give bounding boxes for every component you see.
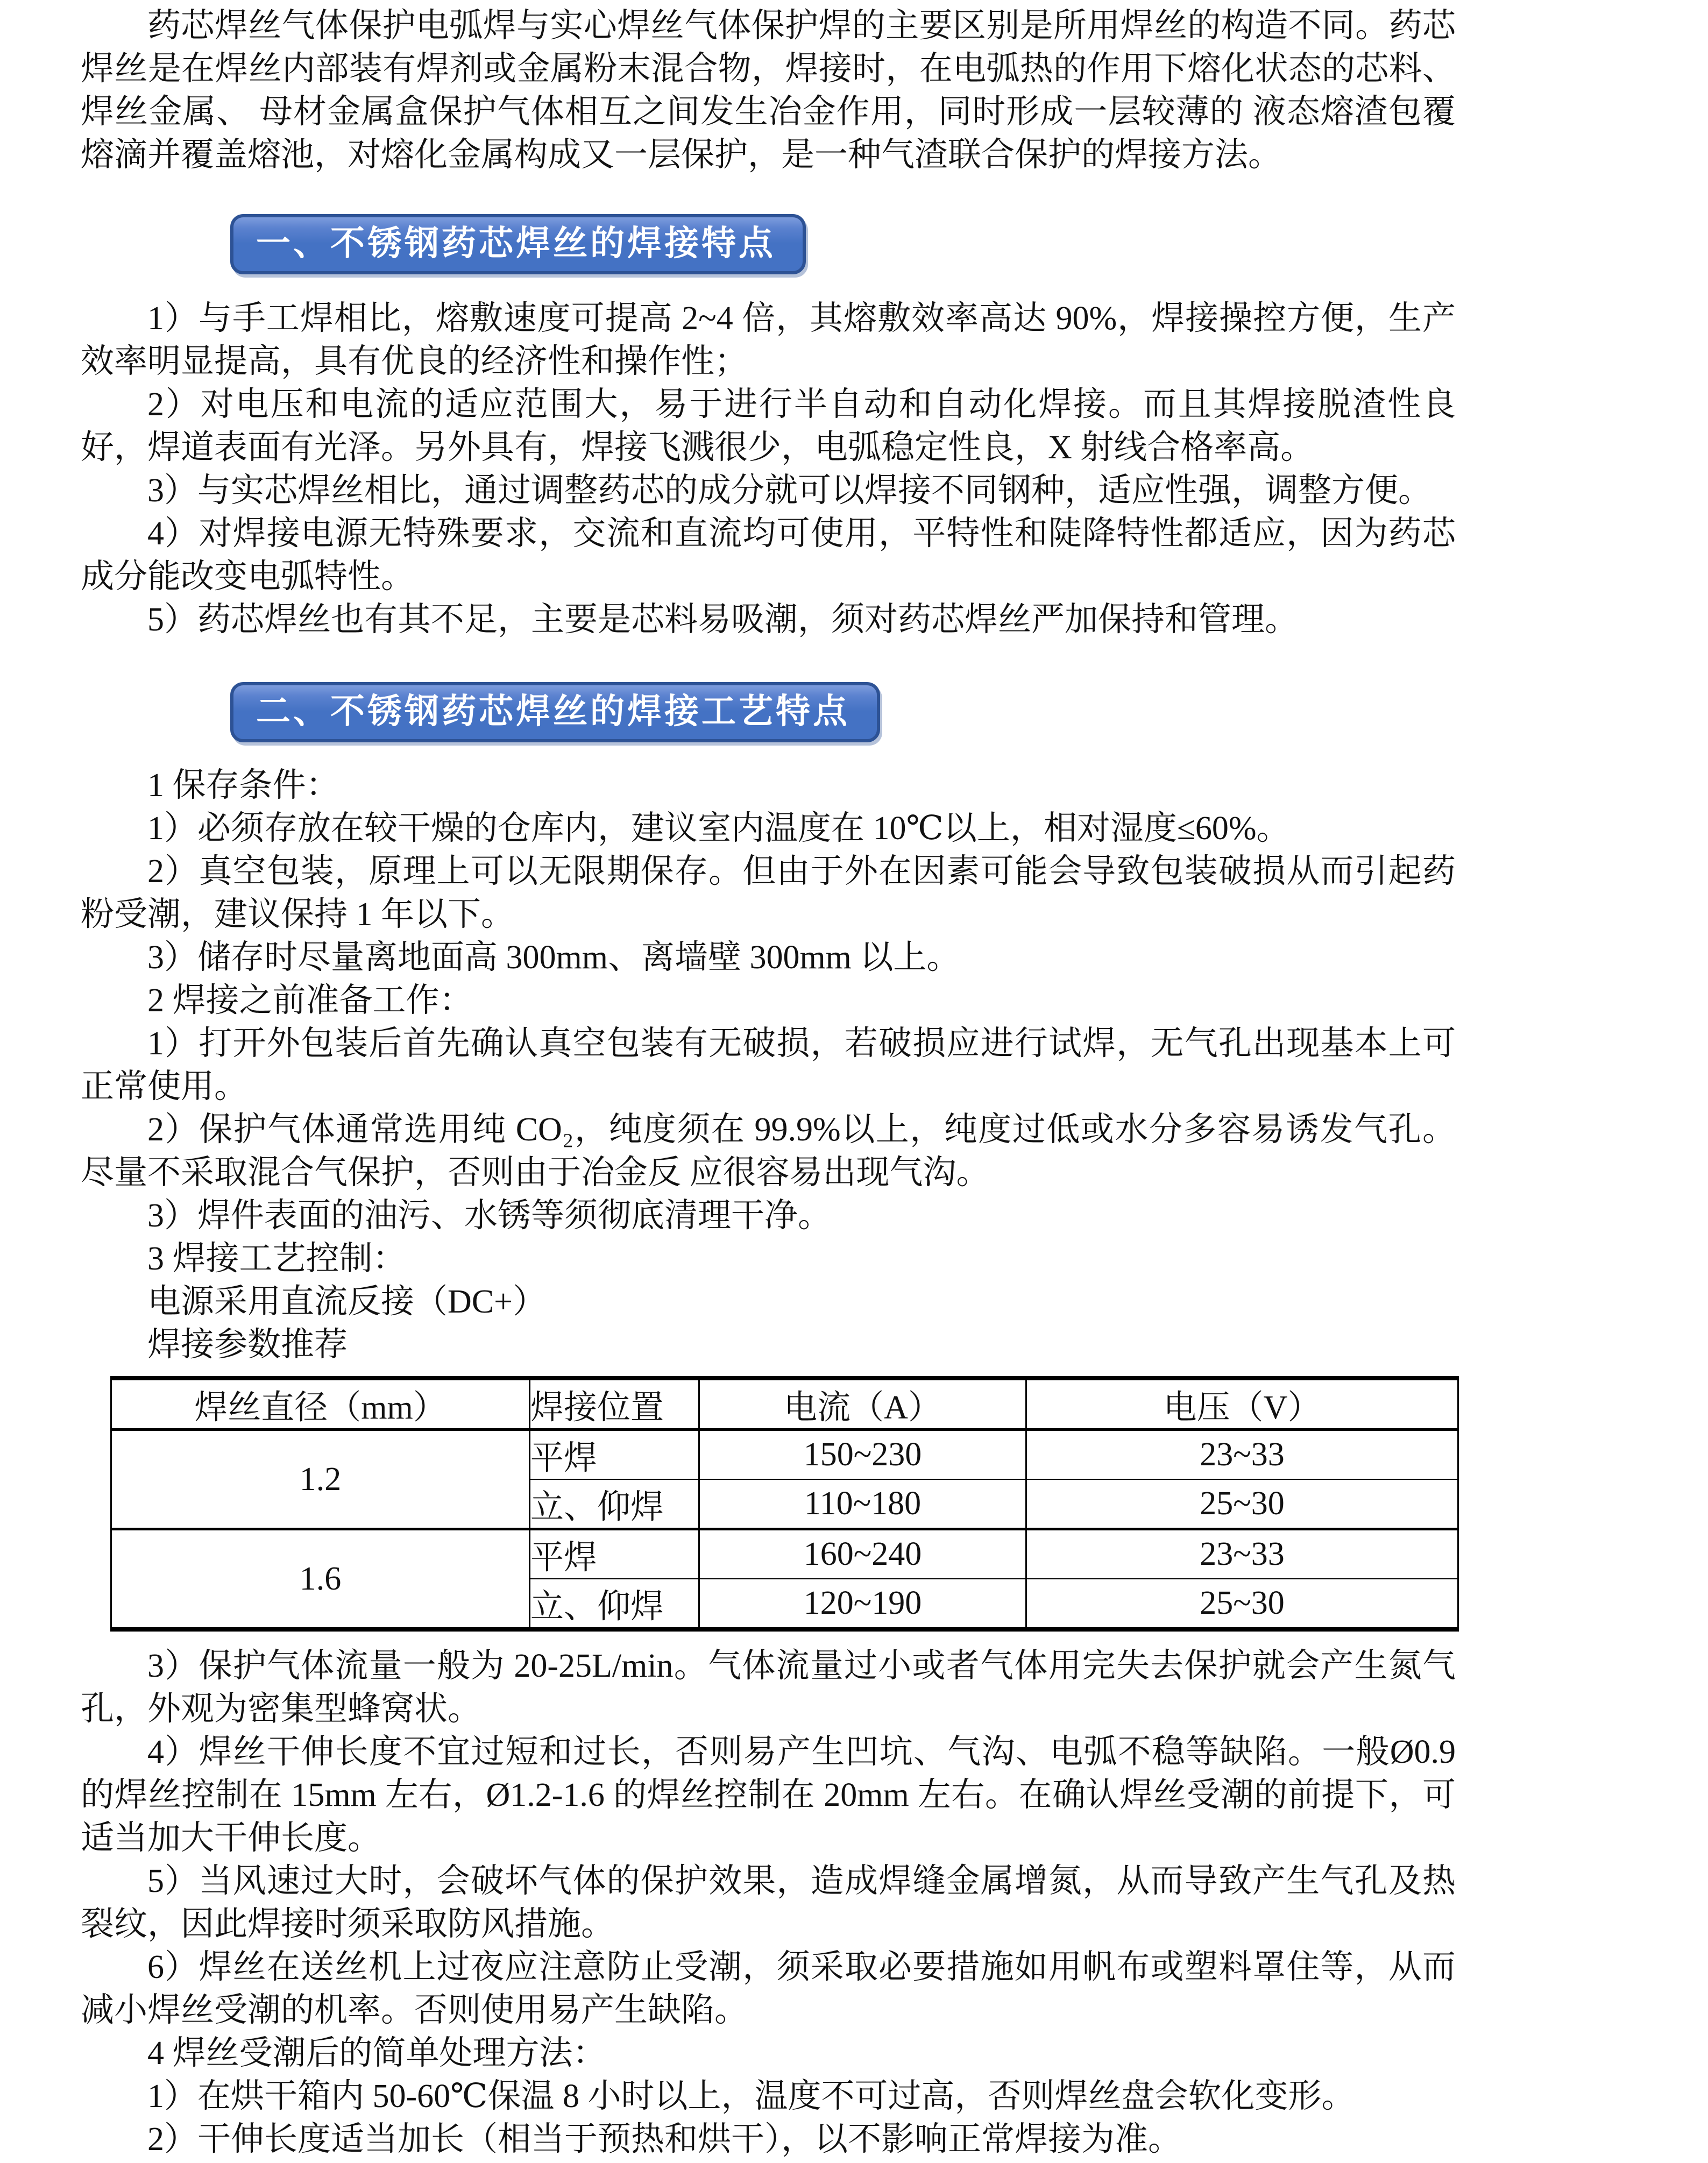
intro-paragraph: 药芯焊丝气体保护电弧焊与实心焊丝气体保护焊的主要区别是所用焊丝的构造不同。药芯焊丝是在焊丝内部装有焊剂或金属粉末混合物，焊接时，在电弧热的作用下熔化状态的芯料、焊丝金属、 母材金属盒保护气体相互之间发生冶金作用，同时形成一层较薄的 液态熔渣包覆熔滴并覆盖熔池，对熔化金属构成又一层保护，是一种气渣联合保护的焊接方法。 xyxy=(81,8,1456,173)
moisture-item-1: 1）在烘干箱内 50-60℃保温 8 小时以上，温度不可过高，否则焊丝盘会软化变形。 xyxy=(147,2078,1355,2115)
section2-heading-text: 二、不锈钢药芯焊丝的焊接工艺特点 xyxy=(256,692,850,731)
moisture-title: 4 焊丝受潮后的简单处理方法： xyxy=(147,2035,606,2072)
table-row xyxy=(111,1430,1458,1480)
position-cell: 平焊 xyxy=(530,1529,699,1579)
table-header-current: 电流（A） xyxy=(699,1378,1026,1430)
voltage-cell: 23~33 xyxy=(1026,1430,1458,1480)
document-content xyxy=(81,0,1456,2161)
prep-item-3: 3）焊件表面的油污、水锈等须彻底清理干净。 xyxy=(147,1197,832,1234)
prep-item-2: 2）保护气体通常选用纯 CO₂，纯度须在 99.9%以上，纯度过低或水分多容易诱发气孔。尽量不采取混合气保护，否则由于冶金反 应很容易出现气沟。 xyxy=(81,1111,1456,1191)
section2-heading-box xyxy=(230,682,880,742)
storage-item-2: 2）真空包装，原理上可以无限期保存。但由于外在因素可能会导致包装破损从而引起药粉受潮，建议保持 1 年以下。 xyxy=(81,853,1456,933)
table-header-voltage: 电压（V） xyxy=(1026,1378,1458,1430)
feature-item-5: 5）药芯焊丝也有其不足，主要是芯料易吸潮，须对药芯焊丝严加保持和管理。 xyxy=(147,601,1299,638)
table-caption: 焊接参数推荐 xyxy=(147,1327,348,1363)
process-item-5: 5）当风速过大时，会破坏气体的保护效果，造成焊缝金属增氮，从而导致产生气孔及热裂纹，因此焊接时须采取防风措施。 xyxy=(81,1863,1456,1942)
process-item-4: 4）焊丝干伸长度不宜过短和过长，否则易产生凹坑、气沟、电弧不稳等缺陷。一般Ø0.9 的焊丝控制在 15mm 左右，Ø1.2-1.6 的焊丝控制在 20mm 左右。在确认焊丝受潮的前提下，可适当加大干伸长度。 xyxy=(81,1734,1456,1856)
voltage-cell: 25~30 xyxy=(1026,1579,1458,1629)
process-item-6: 6）焊丝在送丝机上过夜应注意防止受潮，须采取必要措施如用帆布或塑料罩住等，从而减小焊丝受潮的机率。否则使用易产生缺陷。 xyxy=(81,1949,1456,2029)
moisture-item-2: 2）干伸长度适当加长（相当于预热和烘干），以不影响正常焊接为准。 xyxy=(147,2121,1182,2158)
prep-item-1: 1）打开外包装后首先确认真空包装有无破损，若破损应进行试焊，无气孔出现基本上可正常使用。 xyxy=(81,1025,1456,1105)
section1-heading xyxy=(230,214,1456,274)
table-header-diameter: 焊丝直径（mm） xyxy=(111,1378,530,1430)
prep-title: 2 焊接之前准备工作： xyxy=(147,982,473,1019)
process-item-3: 3）保护气体流量一般为 20-25L/min。气体流量过小或者气体用完失去保护就会产生氮气孔，外观为密集型蜂窝状。 xyxy=(81,1648,1456,1727)
feature-item-2: 2）对电压和电流的适应范围大，易于进行半自动和自动化焊接。而且其焊接脱渣性良好，焊道表面有光泽。另外具有，焊接飞溅很少，电弧稳定性良，X 射线合格率高。 xyxy=(81,386,1456,466)
table-header-row xyxy=(111,1378,1458,1430)
current-cell: 150~230 xyxy=(699,1430,1026,1480)
section1-heading-text: 一、不锈钢药芯焊丝的焊接特点 xyxy=(256,224,776,263)
section1-heading-box xyxy=(230,214,806,274)
storage-item-3: 3）储存时尽量离地面高 300mm、离墙壁 300mm 以上。 xyxy=(147,939,960,976)
current-cell: 120~190 xyxy=(699,1579,1026,1629)
table-row xyxy=(111,1529,1458,1579)
welding-parameters-table xyxy=(110,1376,1459,1632)
position-cell: 立、仰焊 xyxy=(530,1579,699,1629)
power-polarity-line: 电源采用直流反接（DC+） xyxy=(147,1283,547,1320)
storage-title: 1 保存条件： xyxy=(147,767,339,804)
feature-item-1: 1）与手工焊相比，熔敷速度可提高 2~4 倍，其熔敷效率高达 90%，焊接操控方便，生产效率明显提高，具有优良的经济性和操作性； xyxy=(81,300,1456,380)
feature-item-3: 3）与实芯焊丝相比，通过调整药芯的成分就可以焊接不同钢种，适应性强，调整方便。 xyxy=(147,472,1432,509)
current-cell: 160~240 xyxy=(699,1529,1026,1579)
position-cell: 立、仰焊 xyxy=(530,1479,699,1529)
position-cell: 平焊 xyxy=(530,1430,699,1480)
voltage-cell: 25~30 xyxy=(1026,1479,1458,1529)
table-header-position: 焊接位置 xyxy=(530,1378,699,1430)
current-cell: 110~180 xyxy=(699,1479,1026,1529)
diameter-cell-1-2: 1.2 xyxy=(111,1430,530,1529)
section2-heading xyxy=(230,682,1456,742)
control-title: 3 焊接工艺控制： xyxy=(147,1240,406,1277)
diameter-cell-1-6: 1.6 xyxy=(111,1529,530,1630)
feature-item-4: 4）对焊接电源无特殊要求，交流和直流均可使用，平特性和陡降特性都适应，因为药芯成分能改变电弧特性。 xyxy=(81,515,1456,595)
voltage-cell: 23~33 xyxy=(1026,1529,1458,1579)
storage-item-1: 1）必须存放在较干燥的仓库内，建议室内温度在 10℃以上，相对湿度≤60%。 xyxy=(147,810,1290,847)
